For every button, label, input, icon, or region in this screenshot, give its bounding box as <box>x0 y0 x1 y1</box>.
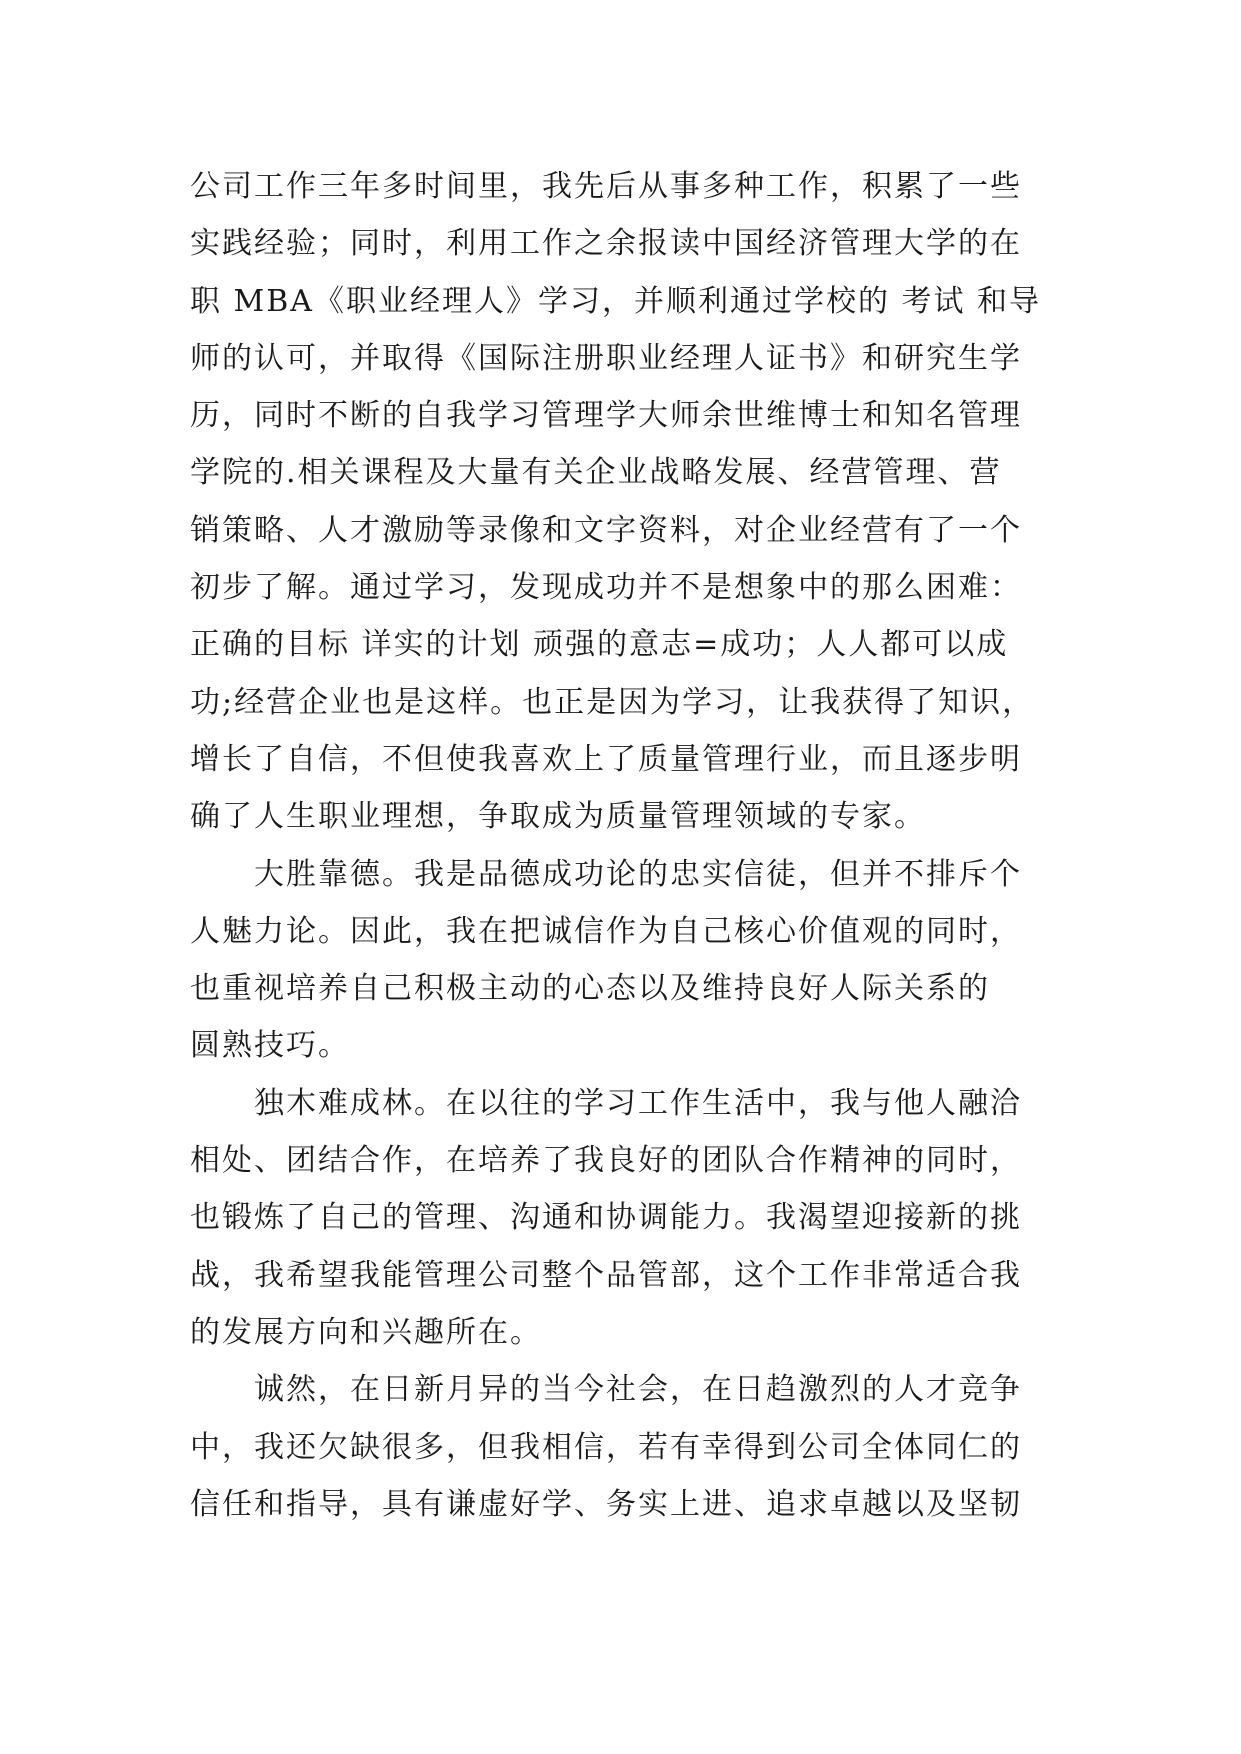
text-line: 功;经营企业也是这样。也正是因为学习，让我获得了知识， <box>190 684 1035 720</box>
text-line: 诚然，在日新月异的当今社会，在日趋激烈的人才竞争 <box>254 1372 1022 1408</box>
text-line: 相处、团结合作，在培养了我良好的团队合作精神的同时， <box>190 1143 1022 1179</box>
text-line: 的发展方向和兴趣所在。 <box>190 1314 542 1350</box>
paragraph-1 <box>190 158 1052 846</box>
text-line: 正确的目标 详实的计划 顽强的意志=成功；人人都可以成 <box>190 627 1009 663</box>
text-line: 中，我还欠缺很多，但我相信，若有幸得到公司全体同仁的 <box>190 1429 1022 1465</box>
paragraph-4 <box>190 1361 1052 1533</box>
paragraph-2 <box>190 846 1052 1075</box>
text-line: 学院的.相关课程及大量有关企业战略发展、经营管理、营 <box>190 455 1002 491</box>
text-line: 职 MBA《职业经理人》学习，并顺利通过学校的 考试 和导 <box>190 283 1042 319</box>
text-line: 圆熟技巧。 <box>190 1028 350 1064</box>
text-line: 师的认可，并取得《国际注册职业经理人证书》和研究生学 <box>190 340 1022 376</box>
paragraph-3 <box>190 1075 1052 1361</box>
text-line: 实践经验；同时，利用工作之余报读中国经济管理大学的在 <box>190 226 1022 262</box>
text-line: 公司工作三年多时间里，我先后从事多种工作，积累了一些 <box>190 169 1022 204</box>
text-line: 独木难成林。在以往的学习工作生活中，我与他人融洽 <box>254 1085 1022 1121</box>
text-line: 历，同时不断的自我学习管理学大师余世维博士和知名管理 <box>190 398 1022 434</box>
text-line: 也锻炼了自己的管理、沟通和协调能力。我渴望迎接新的挑 <box>190 1200 1022 1236</box>
text-line: 大胜靠德。我是品德成功论的忠实信徒，但并不排斥个 <box>254 856 1022 892</box>
text-line: 销策略、人才激励等录像和文字资料，对企业经营有了一个 <box>190 512 1022 548</box>
text-line: 也重视培养自己积极主动的心态以及维持良好人际关系的 <box>190 971 990 1007</box>
text-line: 战，我希望我能管理公司整个品管部，这个工作非常适合我 <box>190 1257 1022 1293</box>
document-page <box>190 158 1052 1533</box>
text-line: 初步了解。通过学习，发现成功并不是想象中的那么困难： <box>190 570 1022 606</box>
text-line: 信任和指导，具有谦虚好学、务实上进、追求卓越以及坚韧 <box>190 1486 1022 1522</box>
text-line: 确了人生职业理想，争取成为质量管理领域的专家。 <box>190 799 926 835</box>
text-line: 人魅力论。因此，我在把诚信作为自己核心价值观的同时， <box>190 913 1022 949</box>
text-line: 增长了自信，不但使我喜欢上了质量管理行业，而且逐步明 <box>190 741 1022 777</box>
